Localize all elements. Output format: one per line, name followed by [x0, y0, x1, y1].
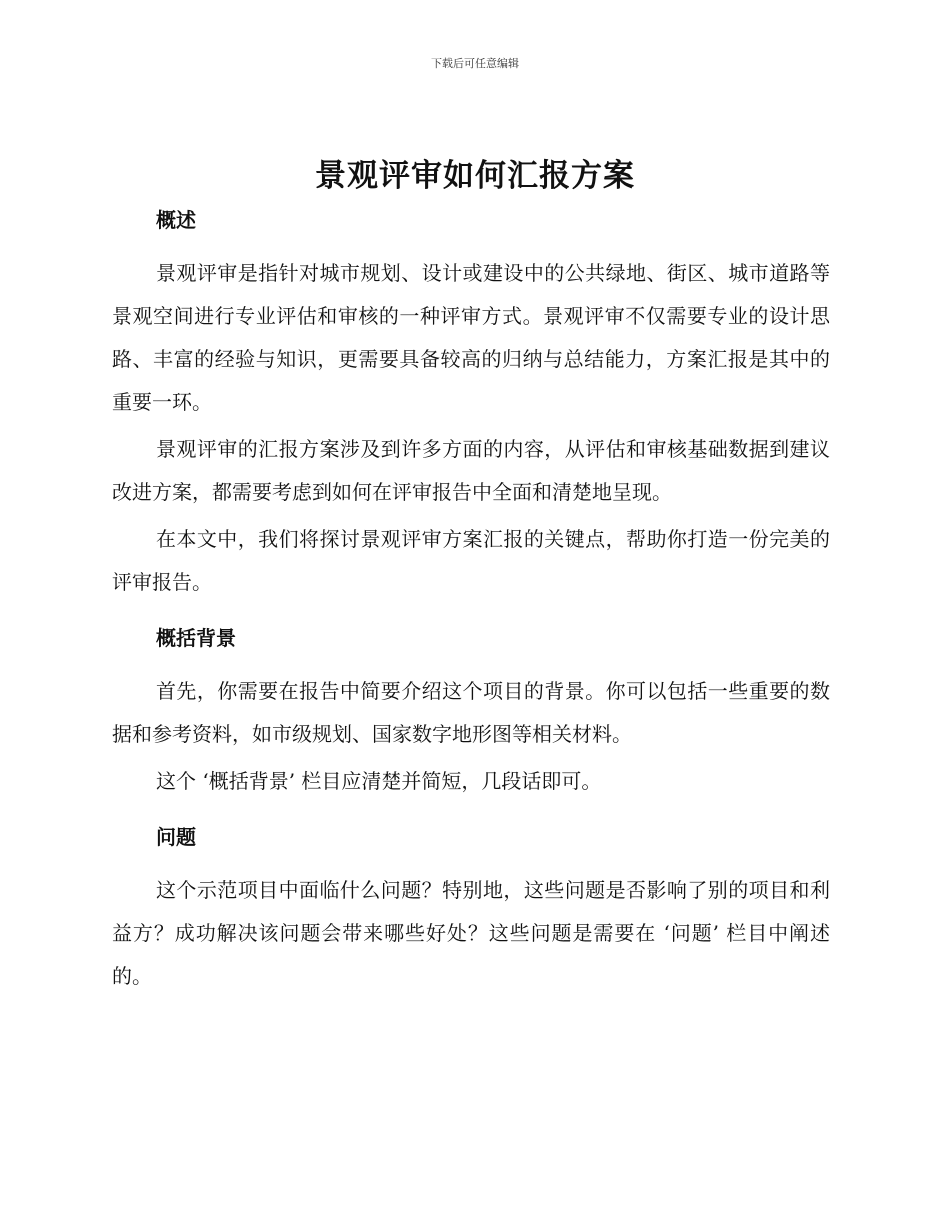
- paragraph: 景观评审是指针对城市规划、设计或建设中的公共绿地、街区、城市道路等景观空间进行专业评估和审核的一种评审方式。景观评审不仅需要专业的设计思路、丰富的经验与知识，更需要具备较高的归纳与总结能力，方案汇报是其中的重要一环。: [112, 261, 830, 414]
- section-heading: 问题: [156, 825, 196, 849]
- header-note: 下载后可任意编辑: [431, 57, 519, 70]
- paragraph: 景观评审的汇报方案涉及到许多方面的内容，从评估和审核基础数据到建议改进方案，都需要考虑到如何在评审报告中全面和清楚地呈现。: [112, 437, 830, 504]
- paragraph: 首先，你需要在报告中简要介绍这个项目的背景。你可以包括一些重要的数据和参考资料，如市级规划、国家数字地形图等相关材料。: [112, 679, 830, 746]
- paragraph: 这个示范项目中面临什么问题？特别地，这些问题是否影响了别的项目和利益方？成功解决该问题会带来哪些好处？这些问题是需要在 ‘问题’ 栏目中阐述的。: [112, 878, 830, 988]
- section-problem: [112, 817, 830, 998]
- section-heading: 概括背景: [156, 626, 236, 650]
- document-title: 景观评审如何汇报方案: [315, 158, 635, 194]
- section-heading: 概述: [156, 208, 196, 232]
- document-body: [112, 200, 830, 1002]
- paragraph: 这个 ‘概括背景’ 栏目应清楚并简短，几段话即可。: [156, 769, 602, 793]
- paragraph: 在本文中，我们将探讨景观评审方案汇报的关键点，帮助你打造一份完美的评审报告。: [112, 527, 830, 594]
- section-overview: [112, 200, 830, 604]
- section-background: [112, 618, 830, 803]
